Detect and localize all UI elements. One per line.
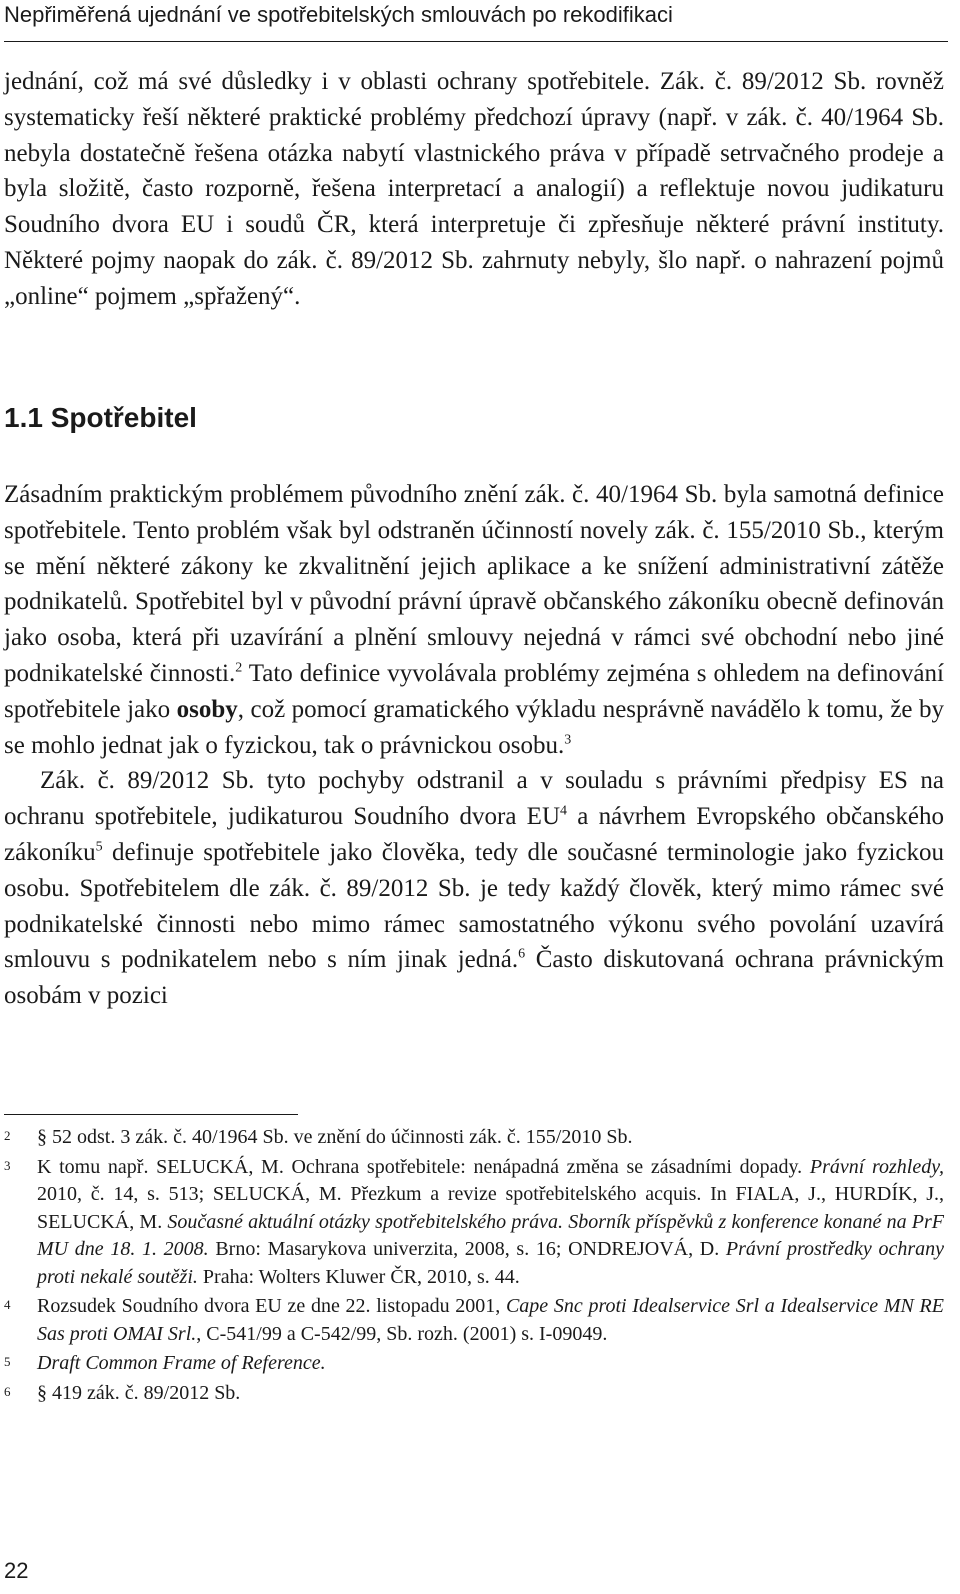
footnote-text: Rozsudek Soudního dvora EU ze dne 22. listopadu 2001, (37, 1295, 506, 1317)
footnote-text: , C-541/99 a C-542/99, Sb. rozh. (2001) s. I-09049. (196, 1322, 608, 1345)
paragraph-2-text-d: Často diskutovaná ochrana právnickým osobám v pozici (4, 946, 944, 1010)
footnote-ref-6: 6 (518, 947, 526, 963)
footnote-number: 4 (4, 1297, 11, 1312)
header-rule (4, 41, 948, 42)
footnote-number: 3 (4, 1157, 11, 1173)
footnote-italic: Současné aktuální otázky spotřebitelského práva. Sborník příspěvků z konference konané na PrF MU dne 18. 1. 2008. (37, 1210, 944, 1260)
footnote-ref-3: 3 (564, 732, 572, 748)
footnote-2 (4, 1124, 944, 1152)
paragraph-1-text-a: Zásadním praktickým problémem původního znění zák. č. 40/1964 Sb. byla samotná definice spotřebitele. Tento problém však byl odstraněn účinností novely zák. č. 155/2010 Sb., kterým se mění některé zákony ke zkvalitnění jejich aplikace a ke snížení administrativní zátěže podnikatelů. Spotřebitel byl v původní právní úpravě občanského zákoníku obecně definován jako osoba, která při uzavírání a plnění smlouvy nejedná v rámci své obchodní nebo jiné podnikatelské činnosti. (4, 481, 944, 687)
intro-paragraph-text: jednání, což má své důsledky i v oblasti ochrany spotřebitele. Zák. č. 89/2012 Sb. rovněž systematicky řeší některé praktické problémy předchozí úpravy (např. v zák. č. 40/1964 Sb. nebyla dostatečně řešena otázka nabytí vlastnického práva v případě setrvačného prodeje a byla složitě, často rozporně, řešena interpretací a analogií) a reflektuje novou judikaturu Soudního dvora EU i soudů ČR, která interpretuje či zpřesňuje některé právní instituty. Některé pojmy naopak do zák. č. 89/2012 Sb. zahrnuty nebyly, šlo např. o nahrazení pojmů „online“ pojmem „spřažený“. (4, 68, 944, 310)
footnote-rule (4, 1114, 298, 1115)
section-heading: 1.1 Spotřebitel (4, 402, 197, 433)
footnote-italic: Právní rozhledy, (809, 1155, 945, 1178)
paragraph-1-text-c: , což pomocí gramatického výkladu nesprávně navádělo k tomu, že by se mohlo jednat jak o fyzickou, tak o právnickou osobu. (4, 695, 945, 759)
footnote-number: 5 (4, 1354, 11, 1369)
footnote-3 (4, 1154, 944, 1292)
footnote-text: Praha: Wolters Kluwer ČR, 2010, s. 44. (197, 1265, 520, 1288)
footnote-text: § 419 zák. č. 89/2012 Sb. (37, 1381, 241, 1404)
footnote-ref-4: 4 (560, 803, 567, 819)
footnote-text: Brno: Masarykova univerzita, 2008, s. 16; ONDREJOVÁ, D. (208, 1238, 726, 1260)
footnote-text: 2010, č. 14, s. 513; SELUCKÁ, M. Přezkum a revize spotřebitelského acquis. In FIALA, J., HURDÍK, J., SELUCKÁ, M. (37, 1183, 944, 1233)
paragraph-1-text-b: Tato definice vyvolávala problémy zejména s ohledem na definování spotřebitele jako (4, 659, 944, 723)
paragraph-1-bold: osoby (176, 695, 238, 723)
paragraph-2-text-c: definuje spotřebitele jako člověka, tedy dle současné terminologie jako fyzickou osobu. Spotřebitelem dle zák. č. 89/2012 Sb. je tedy každý člověk, který mimo rámec své podnikatelské činnosti nebo mimo rámec samostatného výkonu svého povolání uzavírá smlouvu s podnikatelem nebo s ním jinak jedná. (4, 838, 944, 974)
section-body (4, 477, 944, 1014)
footnote-6 (4, 1380, 944, 1408)
footnotes (4, 1124, 944, 1409)
footnote-ref-2: 2 (235, 660, 243, 676)
paragraph-2-text-b: a návrhem Evropského občanského zákoníku (4, 803, 944, 866)
footnote-italic: Draft Common Frame of Reference. (37, 1352, 326, 1374)
page-number: 22 (4, 1558, 29, 1583)
footnote-ref-5: 5 (95, 839, 103, 855)
footnote-number: 2 (4, 1128, 11, 1143)
paragraph-2-text-a: Zák. č. 89/2012 Sb. tyto pochyby odstranil a v souladu s právními předpisy ES na ochranu spotřebitele, judikaturou Soudního dvora EU (4, 767, 944, 831)
section-paragraph-2 (4, 763, 944, 1014)
footnote-text: § 52 odst. 3 zák. č. 40/1964 Sb. ve znění do účinnosti zák. č. 155/2010 Sb. (37, 1126, 633, 1148)
footnote-number: 6 (4, 1383, 11, 1399)
footnote-text: K tomu např. SELUCKÁ, M. Ochrana spotřebitele: nenápadná změna se zásadními dopady. (37, 1155, 810, 1178)
footnote-italic: Právní prostředky ochrany proti nekalé soutěži. (37, 1238, 944, 1288)
footnote-5 (4, 1350, 944, 1378)
footnote-4 (4, 1293, 944, 1348)
intro-paragraph (4, 64, 944, 315)
footnote-italic: Cape Snc proti Idealservice Srl a Idealservice MN RE Sas proti OMAI Srl. (37, 1295, 944, 1345)
running-head: Nepřiměřená ujednání ve spotřebitelských smlouvách po rekodifikaci (4, 2, 673, 27)
section-paragraph-1 (4, 477, 944, 763)
